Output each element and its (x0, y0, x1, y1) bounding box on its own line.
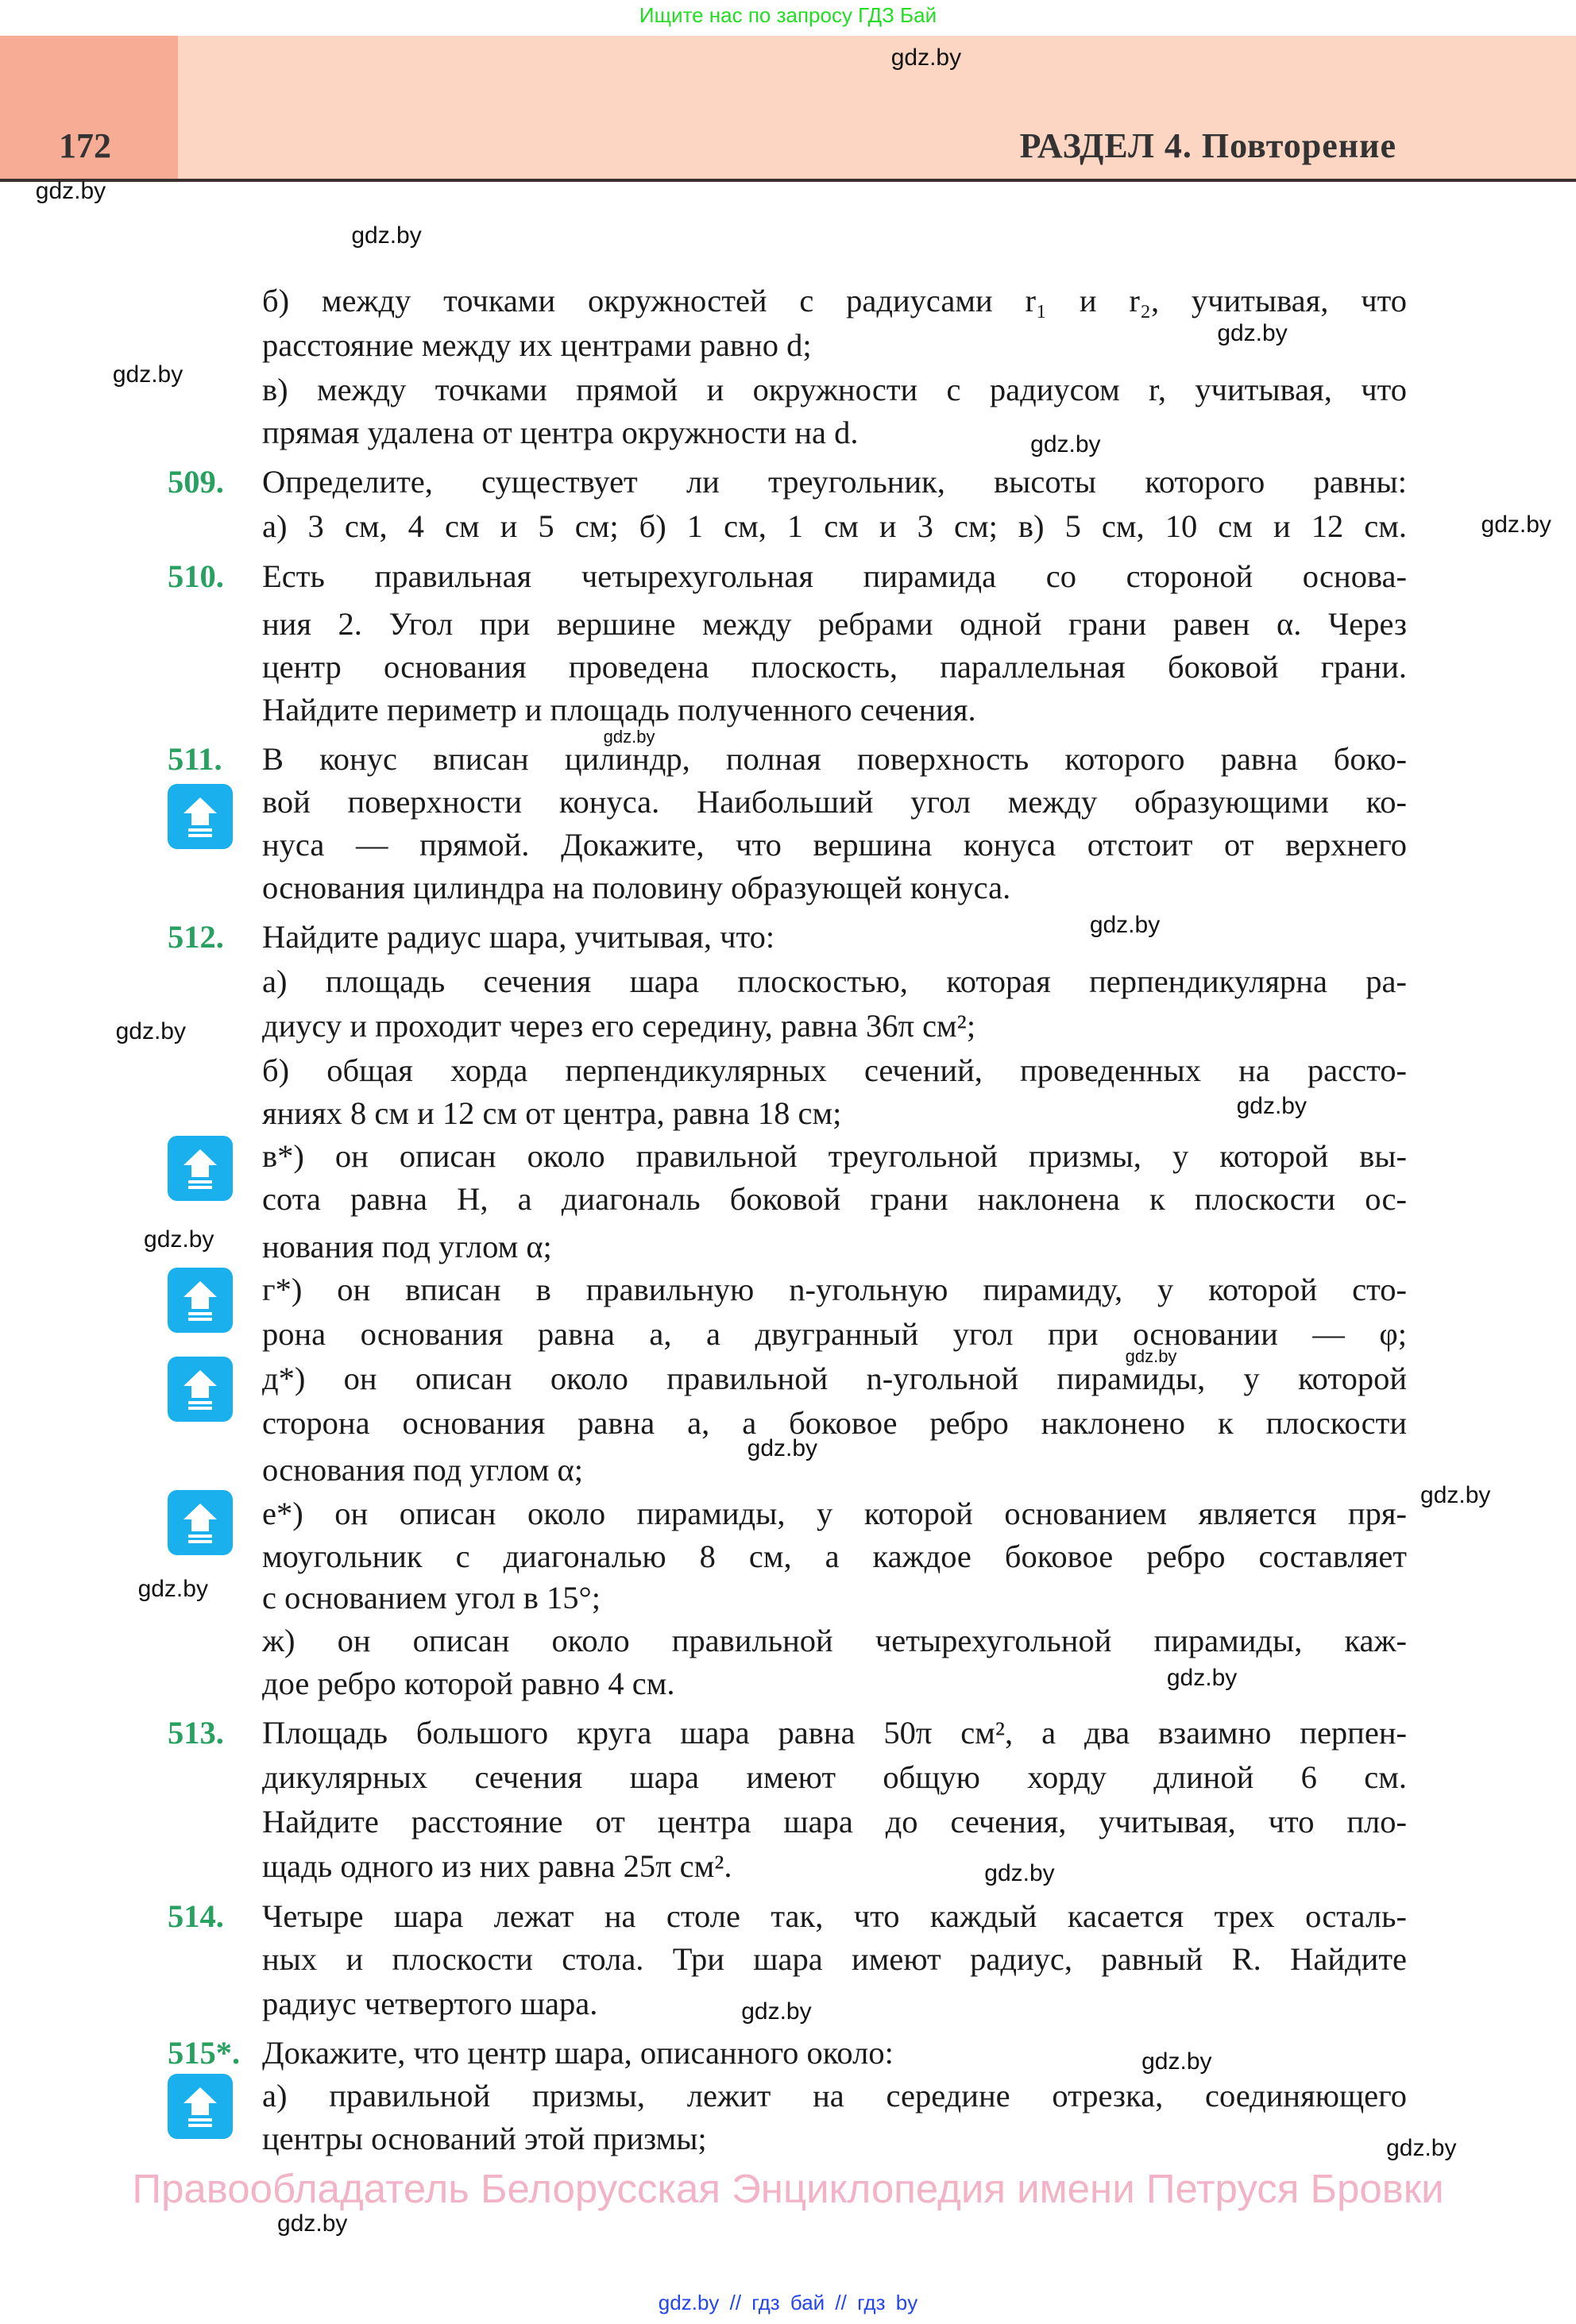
level-up-icon (168, 1490, 233, 1555)
text-line: Четыре шара лежат на столе так, что каждый касается трех осталь- (262, 1898, 1407, 1935)
level-up-icon (168, 2074, 233, 2139)
text-line: рона основания равна a, а двугранный угол при основании — φ; (262, 1315, 1407, 1352)
text-line: сторона основания равна a, а боковое ребро наклонено к плоскости (262, 1404, 1407, 1441)
text-line: Докажите, что центр шара, описанного около: (262, 2034, 894, 2071)
watermark: gdz.by (741, 1998, 812, 2025)
problem-number: 514. (168, 1898, 224, 1935)
text-line: ния 2. Угол при вершине между ребрами одной грани равен α. Через (262, 605, 1407, 642)
watermark: gdz.by (1141, 2048, 1212, 2075)
watermark: gdz.by (1217, 320, 1288, 347)
text-line: Найдите расстояние от центра шара до сечения, учитывая, что пло- (262, 1803, 1407, 1840)
text-line: расстояние между их центрами равно d; (262, 326, 812, 363)
text-line: вой поверхности конуса. Наибольший угол между образующими ко- (262, 783, 1407, 820)
watermark: gdz.by (1481, 511, 1551, 538)
text-line: щадь одного из них равна 25π см². (262, 1847, 732, 1884)
text-line: яниях 8 см и 12 см от центра, равна 18 см; (262, 1094, 842, 1131)
problem-number: 513. (168, 1714, 224, 1751)
watermark: gdz.by (351, 222, 422, 249)
text-line: в) между точками прямой и окружности с радиусом r, учитывая, что (262, 371, 1407, 407)
watermark: gdz.by (1236, 1092, 1307, 1119)
watermark: gdz.by (112, 361, 183, 388)
watermark: gdz.by (137, 1576, 208, 1602)
text-line: б) общая хорда перпендикулярных сечений, проведенных на рассто- (262, 1052, 1407, 1088)
watermark: gdz.by (277, 2210, 348, 2237)
text-line: основания под углом α; (262, 1452, 584, 1488)
problem-number: 512. (168, 918, 224, 955)
text-line: б) между точками окружностей с радиусами r₁ и r₂, учитывая, что (262, 282, 1407, 318)
section-title: РАЗДЕЛ 4. Повторение (1019, 126, 1396, 165)
text-line: нуса — прямой. Докажите, что вершина конуса отстоит от верхнего (262, 826, 1407, 863)
watermark: gdz.by (115, 1018, 186, 1045)
level-up-icon (168, 1268, 233, 1333)
text-line: а) правильной призмы, лежит на середине отрезка, соединяющего (262, 2078, 1407, 2114)
footer-links[interactable]: gdz.by // гдз бай // гдз by (658, 2291, 918, 2314)
text-line: а) 3 см, 4 см и 5 см; б) 1 см, 1 см и 3 см; в) 5 см, 10 см и 12 см. (262, 508, 1407, 544)
text-line: сота равна H, а диагональ боковой грани наклонена к плоскости ос- (262, 1180, 1407, 1217)
watermark: gdz.by (1089, 911, 1161, 938)
level-up-icon (168, 784, 233, 849)
problem-number: 511. (168, 740, 222, 777)
watermark: gdz.by (1030, 431, 1101, 458)
text-line: Площадь большого круга шара равна 50π см², а два взаимно перпен- (262, 1714, 1407, 1751)
search-hint-banner: Ищите нас по запросу ГДЗ Бай (639, 3, 937, 27)
text-line: нования под углом α; (262, 1228, 552, 1264)
text-line: дое ребро которой равно 4 см. (262, 1666, 675, 1702)
problem-number: 509. (168, 463, 224, 500)
text-line: г*) он вписан в правильную n-угольную пирамиду, у которой сто- (262, 1271, 1407, 1307)
level-up-icon (168, 1136, 233, 1201)
text-line: е*) он описан около пирамиды, у которой основанием является пря- (262, 1495, 1407, 1531)
level-up-icon (168, 1357, 233, 1422)
text-line: центр основания проведена плоскость, параллельная боковой грани. (262, 648, 1407, 685)
text-line: Найдите периметр и площадь полученного сечения. (262, 692, 976, 728)
text-line: Определите, существует ли треугольник, высоты которого равны: (262, 463, 1407, 500)
watermark: gdz.by (1125, 1345, 1177, 1366)
watermark: gdz.by (1166, 1664, 1238, 1691)
watermark: gdz.by (35, 177, 106, 204)
text-line: в*) он описан около правильной треугольной призмы, у которой вы- (262, 1137, 1407, 1174)
watermark: gdz.by (1420, 1482, 1491, 1509)
problem-number: 515*. (168, 2034, 241, 2071)
copyright-notice: Правообладатель Белорусская Энциклопедия имени Петруся Бровки (132, 2166, 1444, 2211)
problem-number: 510. (168, 558, 224, 595)
text-line: д*) он описан около правильной n-угольной пирамиды, у которой (262, 1360, 1407, 1396)
text-line: В конус вписан цилиндр, полная поверхность которого равна боко- (262, 740, 1407, 777)
text-line: моугольник с диагональю 8 см, а каждое боковое ребро составляет (262, 1538, 1407, 1574)
watermark: gdz.by (603, 726, 655, 747)
watermark: gdz.by (144, 1226, 214, 1253)
text-line: центры оснований этой призмы; (262, 2121, 707, 2157)
text-line: дикулярных сечения шара имеют общую хорду длиной 6 см. (262, 1758, 1407, 1795)
header-divider (0, 179, 1576, 182)
text-line: Есть правильная четырехугольная пирамида со стороной основа- (262, 558, 1407, 595)
text-line: диусу и проходит через его середину, равна 36π см²; (262, 1007, 976, 1044)
text-line: с основанием угол в 15°; (262, 1579, 601, 1616)
watermark: gdz.by (1386, 2134, 1457, 2161)
text-line: ж) он описан около правильной четырехугольной пирамиды, каж- (262, 1623, 1407, 1659)
page-number: 172 (59, 126, 111, 165)
watermark: gdz.by (890, 44, 962, 71)
text-line: радиус четвертого шара. (262, 1986, 598, 2022)
text-line: Найдите радиус шара, учитывая, что: (262, 918, 775, 955)
text-line: прямая удалена от центра окружности на d. (262, 414, 859, 450)
text-line: основания цилиндра на половину образующей конуса. (262, 869, 1011, 905)
watermark: gdz.by (984, 1860, 1055, 1887)
text-line: а) площадь сечения шара плоскостью, которая перпендикулярна ра- (262, 963, 1407, 999)
watermark: gdz.by (747, 1434, 818, 1461)
text-line: ных и плоскости стола. Три шара имеют радиус, равный R. Найдите (262, 1941, 1407, 1978)
